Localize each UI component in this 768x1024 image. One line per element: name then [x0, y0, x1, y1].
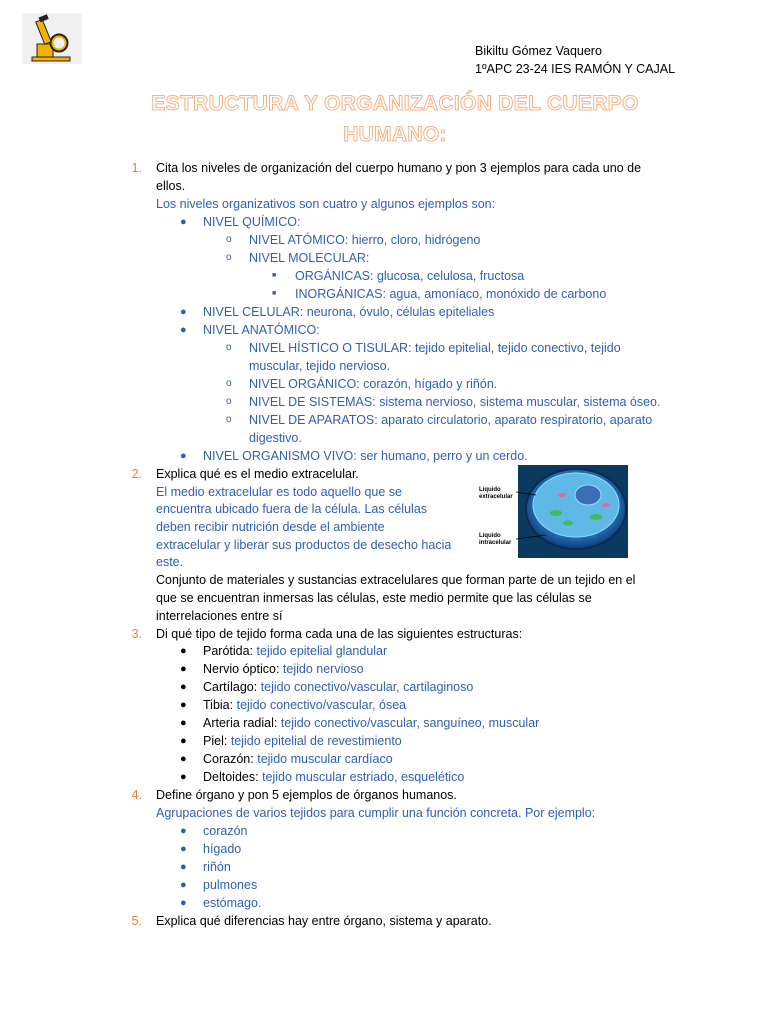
- q3-term: Deltoides:: [203, 770, 259, 784]
- q2-question: Explica qué es el medio extracelular.: [156, 467, 359, 481]
- label-extracelular-line-1: Líquido: [479, 487, 501, 493]
- q4-number: 4.: [131, 788, 142, 802]
- bullet-circle: o: [226, 234, 232, 245]
- bullet-dot: ●: [180, 324, 187, 336]
- bullet-dot: ●: [180, 681, 187, 693]
- q3-term: Nervio óptico:: [203, 662, 280, 676]
- level-celular: NIVEL CELULAR: neurona, óvulo, células epiteliales: [203, 305, 495, 319]
- q4-organ: estómago.: [203, 896, 262, 910]
- q3-answer: tejido muscular cardíaco: [257, 752, 393, 766]
- label-intracelular: [479, 533, 511, 547]
- bullet-circle: o: [226, 414, 232, 425]
- q3-answer: tejido epitelial de revestimiento: [230, 734, 402, 748]
- title-line-1: ESTRUCTURA Y ORGANIZACIÓN DEL CUERPO: [151, 92, 639, 115]
- title-line-2: HUMANO:: [343, 123, 447, 146]
- q3-term: Cartílago:: [203, 680, 258, 694]
- q3-term: Corazón:: [203, 752, 254, 766]
- q3-answer: tejido muscular estriado, esquelético: [262, 770, 465, 784]
- q2-number: 2.: [131, 467, 142, 481]
- q3-item: [203, 678, 473, 696]
- label-intracelular-line-1: Líquido: [479, 533, 501, 539]
- q2-answer-line-1: El medio extracelular es todo aquello que se: [156, 485, 402, 499]
- bullet-square: ■: [272, 272, 277, 279]
- q3-item: [203, 750, 393, 768]
- bullet-dot: ●: [180, 645, 187, 657]
- bullet-circle: o: [226, 378, 232, 389]
- level-organico: NIVEL ORGÁNICO: corazón, hígado y riñón.: [249, 377, 498, 391]
- label-intracelular-line-2: intracelular: [479, 540, 512, 546]
- q3-question: Di qué tipo de tejido forma cada una de las siguientes estructuras:: [156, 627, 523, 641]
- level-organismo: NIVEL ORGANISMO VIVO: ser humano, perro y un cerdo.: [203, 449, 528, 463]
- level-histico-line-2: muscular, tejido nervioso.: [249, 359, 391, 373]
- microscope-icon: [22, 13, 82, 64]
- q3-item: [203, 768, 464, 786]
- course-info: 1ºAPC 23-24 IES RAMÓN Y CAJAL: [475, 62, 676, 76]
- level-organicas: ORGÁNICAS: glucosa, celulosa, fructosa: [295, 269, 525, 283]
- bullet-dot: ●: [180, 306, 187, 318]
- bullet-dot: ●: [180, 753, 187, 765]
- bullet-circle: o: [226, 342, 232, 353]
- bullet-square: ■: [272, 290, 277, 297]
- q2-extra-line-3: interrelaciones entre sí: [156, 609, 283, 623]
- q4-organ: riñón: [203, 860, 231, 874]
- level-molecular: NIVEL MOLECULAR:: [249, 251, 370, 265]
- q3-answer: tejido conectivo/vascular, cartilaginoso: [260, 680, 474, 694]
- q5-question: Explica qué diferencias hay entre órgano, sistema y aparato.: [156, 914, 492, 928]
- q2-extra-line-1: Conjunto de materiales y sustancias extracelulares que forman parte de un tejido en el: [156, 573, 636, 587]
- bullet-dot: ●: [180, 771, 187, 783]
- q1-question-line-2: ellos.: [156, 179, 186, 193]
- q2-answer-line-5: este.: [156, 555, 184, 569]
- q2-extra-line-2: que se encuentran inmersas las células, este medio permite que las células se: [156, 591, 592, 605]
- q4-organ: corazón: [203, 824, 248, 838]
- q4-intro: Agrupaciones de varios tejidos para cumplir una función concreta. Por ejemplo:: [156, 806, 596, 820]
- author-block: [475, 42, 675, 78]
- q1-intro: Los niveles organizativos son cuatro y algunos ejemplos son:: [156, 197, 496, 211]
- bullet-dot: ●: [180, 699, 187, 711]
- q1-number: 1.: [131, 161, 142, 175]
- level-aparatos-line-1: NIVEL DE APARATOS: aparato circulatorio, aparato respiratorio, aparato: [249, 413, 653, 427]
- bullet-dot: ●: [180, 735, 187, 747]
- level-sistemas: NIVEL DE SISTEMAS: sistema nervioso, sistema muscular, sistema óseo.: [249, 395, 661, 409]
- q3-answer: tejido conectivo/vascular, sanguíneo, muscular: [280, 716, 540, 730]
- bullet-dot: ●: [180, 450, 187, 462]
- q4-organ: pulmones: [203, 878, 258, 892]
- bullet-dot: ●: [180, 897, 187, 909]
- q2-answer-line-3: deben recibir nutrición desde el ambiente: [156, 520, 385, 534]
- microscope-logo: [22, 13, 82, 64]
- q5-number: 5.: [131, 914, 142, 928]
- q3-item: [203, 696, 406, 714]
- level-histico-line-1: NIVEL HÍSTICO O TISULAR: tejido epitelial, tejido conectivo, tejido: [249, 341, 621, 355]
- level-inorganicas: INORGÁNICAS: agua, amoníaco, monóxido de carbono: [295, 287, 607, 301]
- level-anatomico: NIVEL ANATÓMICO:: [203, 323, 320, 337]
- q3-item: [203, 732, 402, 750]
- q3-term: Piel:: [203, 734, 228, 748]
- bullet-circle: o: [226, 396, 232, 407]
- bullet-dot: ●: [180, 825, 187, 837]
- q2-answer-line-4: extracelular y liberar sus productos de desecho hacia: [156, 538, 452, 552]
- bullet-dot: ●: [180, 879, 187, 891]
- page-title: [150, 88, 640, 150]
- q3-answer: tejido conectivo/vascular, ósea: [236, 698, 407, 712]
- bullet-dot: ●: [180, 717, 187, 729]
- q3-item: [203, 714, 539, 732]
- q4-question: Define órgano y pon 5 ejemplos de órganos humanos.: [156, 788, 457, 802]
- q3-item: [203, 642, 387, 660]
- q3-term: Arteria radial:: [203, 716, 278, 730]
- level-atomico: NIVEL ATÓMICO: hierro, cloro, hidrógeno: [249, 233, 481, 247]
- label-extracelular: [479, 487, 513, 501]
- q1-question-line-1: Cita los niveles de organización del cuerpo humano y pon 3 ejemplos para cada uno de: [156, 161, 642, 175]
- q3-answer: tejido nervioso: [282, 662, 364, 676]
- author-name: Bikiltu Gómez Vaquero: [475, 44, 602, 58]
- bullet-circle: o: [226, 252, 232, 263]
- cell-diagram: [476, 465, 628, 558]
- level-aparatos-line-2: digestivo.: [249, 431, 302, 445]
- bullet-dot: ●: [180, 663, 187, 675]
- bullet-dot: ●: [180, 216, 187, 228]
- q3-number: 3.: [131, 627, 142, 641]
- q3-answer: tejido epitelial glandular: [256, 644, 388, 658]
- q3-term: Parótida:: [203, 644, 254, 658]
- bullet-dot: ●: [180, 843, 187, 855]
- q3-item: [203, 660, 364, 678]
- bullet-dot: ●: [180, 861, 187, 873]
- level-quimico: NIVEL QUÍMICO:: [203, 215, 301, 229]
- q3-term: Tibia:: [203, 698, 234, 712]
- q2-answer-line-2: encuentra ubicado fuera de la célula. Las células: [156, 502, 428, 516]
- label-extracelular-line-2: extracelular: [479, 494, 513, 500]
- q4-organ: hígado: [203, 842, 242, 856]
